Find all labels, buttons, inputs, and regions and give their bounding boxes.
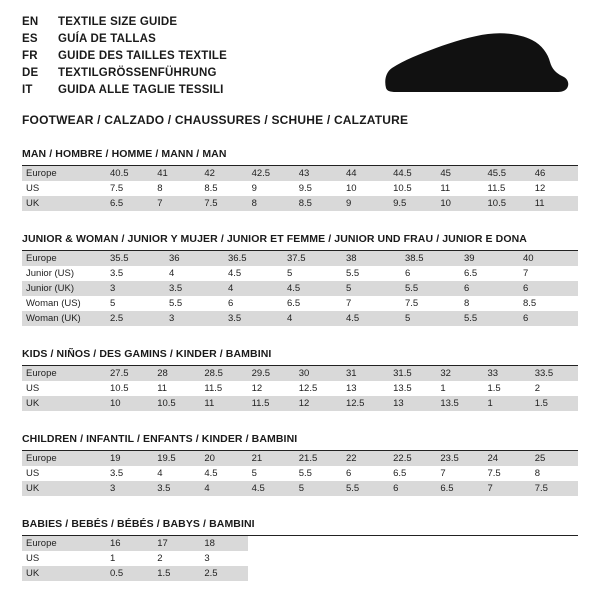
cell: 10: [436, 196, 483, 211]
row-label: UK: [22, 196, 106, 211]
cell-empty: [248, 551, 295, 566]
cell: 13.5: [436, 396, 483, 411]
cell: 2.5: [200, 566, 247, 581]
cell: 37.5: [283, 251, 342, 266]
size-group-babies: [22, 518, 578, 581]
cell: 4.5: [248, 481, 295, 496]
cell: 2: [531, 381, 578, 396]
header: [22, 14, 578, 127]
cell: 10.5: [389, 181, 436, 196]
language-title: GUIDE DES TAILLES TEXTILE: [58, 50, 227, 62]
cell-empty: [389, 566, 436, 581]
row-label: Woman (US): [22, 296, 106, 311]
table-row: [22, 466, 578, 481]
cell: 27.5: [106, 366, 153, 381]
cell: 44.5: [389, 166, 436, 181]
cell: 7.5: [484, 466, 531, 481]
cell: 11: [436, 181, 483, 196]
cell: 6: [519, 281, 578, 296]
group-title: CHILDREN / INFANTIL / ENFANTS / KINDER / BAMBINI: [22, 433, 578, 451]
cell: 5: [401, 311, 460, 326]
cell: 7.5: [106, 181, 153, 196]
size-group-man: [22, 148, 578, 211]
cell: 5.5: [295, 466, 342, 481]
cell: 3: [106, 481, 153, 496]
language-code: DE: [22, 67, 39, 79]
cell: 5.5: [342, 481, 389, 496]
cell: 5: [295, 481, 342, 496]
cell: 9.5: [389, 196, 436, 211]
cell: 6.5: [460, 266, 519, 281]
cell: 5.5: [342, 266, 401, 281]
cell: 0.5: [106, 566, 153, 581]
cell: 40.5: [106, 166, 153, 181]
section-title: FOOTWEAR / CALZADO / CHAUSSURES / SCHUHE / CALZATURE: [22, 113, 409, 127]
row-label: Europe: [22, 451, 106, 466]
cell: 6: [224, 296, 283, 311]
cell: 8: [531, 466, 578, 481]
table-row: [22, 481, 578, 496]
cell-empty: [531, 551, 578, 566]
cell: 13: [389, 396, 436, 411]
cell: 7: [484, 481, 531, 496]
cell: 3: [106, 281, 165, 296]
cell: 4: [224, 281, 283, 296]
cell: 1: [106, 551, 153, 566]
table-row: [22, 381, 578, 396]
cell: 8.5: [295, 196, 342, 211]
cell-empty: [436, 536, 483, 551]
cell: 6.5: [283, 296, 342, 311]
language-title: TEXTILGRÖSSENFÜHRUNG: [58, 67, 217, 79]
group-title: KIDS / NIÑOS / DES GAMINS / KINDER / BAMBINI: [22, 348, 578, 366]
cell: 8: [153, 181, 200, 196]
cell-empty: [436, 566, 483, 581]
language-code: EN: [22, 16, 39, 28]
row-label: Woman (UK): [22, 311, 106, 326]
cell: 24: [484, 451, 531, 466]
cell: 2.5: [106, 311, 165, 326]
cell: 5: [106, 296, 165, 311]
table-row: [22, 281, 578, 296]
cell: 7: [153, 196, 200, 211]
cell-empty: [248, 566, 295, 581]
cell: 36.5: [224, 251, 283, 266]
group-title: JUNIOR & WOMAN / JUNIOR Y MUJER / JUNIOR ET FEMME / JUNIOR UND FRAU / JUNIOR E DONA: [22, 233, 578, 251]
cell: 9: [248, 181, 295, 196]
size-table: [22, 251, 578, 326]
cell: 9.5: [295, 181, 342, 196]
cell: 4.5: [224, 266, 283, 281]
cell: 10.5: [106, 381, 153, 396]
cell: 13: [342, 381, 389, 396]
cell: 4.5: [200, 466, 247, 481]
cell: 19.5: [153, 451, 200, 466]
cell-empty: [389, 551, 436, 566]
cell: 7: [519, 266, 578, 281]
cell: 3.5: [106, 466, 153, 481]
cell: 28.5: [200, 366, 247, 381]
cell: 5: [283, 266, 342, 281]
cell-empty: [248, 536, 295, 551]
cell: 4.5: [283, 281, 342, 296]
cell: 42.5: [248, 166, 295, 181]
cell-empty: [484, 536, 531, 551]
cell: 5.5: [165, 296, 224, 311]
cell: 6.5: [436, 481, 483, 496]
row-label: Europe: [22, 166, 106, 181]
cell: 22: [342, 451, 389, 466]
row-label: US: [22, 381, 106, 396]
cell: 5: [342, 281, 401, 296]
cell: 4: [283, 311, 342, 326]
size-table: [22, 166, 578, 211]
language-code: IT: [22, 84, 33, 96]
size-table: [22, 451, 578, 496]
cell: 12: [248, 381, 295, 396]
row-label: US: [22, 181, 106, 196]
cell: 20: [200, 451, 247, 466]
cell: 3: [165, 311, 224, 326]
cell-empty: [295, 551, 342, 566]
cell: 11.5: [248, 396, 295, 411]
table-row: [22, 166, 578, 181]
cell: 6: [342, 466, 389, 481]
table-row: [22, 536, 578, 551]
size-table: [22, 366, 578, 411]
size-group-kids: [22, 348, 578, 411]
language-title: TEXTILE SIZE GUIDE: [58, 16, 178, 28]
cell: 17: [153, 536, 200, 551]
cell: 6: [389, 481, 436, 496]
cell: 6: [460, 281, 519, 296]
row-label: Junior (US): [22, 266, 106, 281]
group-title: BABIES / BEBÉS / BÉBÉS / BABYS / BAMBINI: [22, 518, 578, 536]
cell: 1.5: [153, 566, 200, 581]
cell: 7: [342, 296, 401, 311]
cell: 4: [165, 266, 224, 281]
cell: 44: [342, 166, 389, 181]
cell: 7.5: [200, 196, 247, 211]
cell: 43: [295, 166, 342, 181]
table-row: [22, 551, 578, 566]
cell-empty: [436, 551, 483, 566]
cell: 1: [484, 396, 531, 411]
cell: 21: [248, 451, 295, 466]
table-row: [22, 196, 578, 211]
cell-empty: [342, 536, 389, 551]
table-row: [22, 311, 578, 326]
cell: 3.5: [153, 481, 200, 496]
table-row: [22, 296, 578, 311]
cell: 10: [106, 396, 153, 411]
cell: 40: [519, 251, 578, 266]
cell: 7: [436, 466, 483, 481]
size-table: [22, 536, 578, 581]
cell-empty: [295, 536, 342, 551]
cell: 5: [248, 466, 295, 481]
group-title: MAN / HOMBRE / HOMME / MANN / MAN: [22, 148, 578, 166]
cell-empty: [295, 566, 342, 581]
cell: 8: [460, 296, 519, 311]
size-group-junior-woman: [22, 233, 578, 326]
cell: 41: [153, 166, 200, 181]
cell: 10.5: [484, 196, 531, 211]
row-label: US: [22, 551, 106, 566]
cell: 38: [342, 251, 401, 266]
cell: 31: [342, 366, 389, 381]
cell: 6.5: [106, 196, 153, 211]
cell: 1.5: [531, 396, 578, 411]
cell: 4: [153, 466, 200, 481]
cell: 22.5: [389, 451, 436, 466]
cell: 6.5: [389, 466, 436, 481]
cell-empty: [484, 566, 531, 581]
cell: 45: [436, 166, 483, 181]
cell: 11: [531, 196, 578, 211]
cell: 36: [165, 251, 224, 266]
cell: 5.5: [401, 281, 460, 296]
cell: 19: [106, 451, 153, 466]
cell: 6: [519, 311, 578, 326]
cell: 6: [401, 266, 460, 281]
row-label: UK: [22, 566, 106, 581]
cell: 2: [153, 551, 200, 566]
cell: 4: [200, 481, 247, 496]
cell: 23.5: [436, 451, 483, 466]
row-label: Europe: [22, 251, 106, 266]
cell: 28: [153, 366, 200, 381]
cell-empty: [342, 551, 389, 566]
cell: 12.5: [295, 381, 342, 396]
cell: 38.5: [401, 251, 460, 266]
row-label: UK: [22, 481, 106, 496]
cell: 3.5: [165, 281, 224, 296]
cell: 3.5: [106, 266, 165, 281]
table-row: [22, 566, 578, 581]
cell: 4.5: [342, 311, 401, 326]
cell: 5.5: [460, 311, 519, 326]
cell-empty: [389, 536, 436, 551]
cell: 21.5: [295, 451, 342, 466]
cell: 45.5: [484, 166, 531, 181]
cell: 7.5: [531, 481, 578, 496]
cell: 13.5: [389, 381, 436, 396]
language-title: GUÍA DE TALLAS: [58, 33, 156, 45]
cell: 1: [436, 381, 483, 396]
dress-shoe-icon: [380, 28, 570, 102]
cell: 12: [531, 181, 578, 196]
cell-empty: [531, 536, 578, 551]
cell: 33: [484, 366, 531, 381]
cell: 31.5: [389, 366, 436, 381]
cell: 12.5: [342, 396, 389, 411]
table-row: [22, 181, 578, 196]
cell: 30: [295, 366, 342, 381]
table-row: [22, 396, 578, 411]
cell: 11: [153, 381, 200, 396]
language-code: FR: [22, 50, 38, 62]
row-label: Europe: [22, 536, 106, 551]
cell: 11.5: [484, 181, 531, 196]
language-code: ES: [22, 33, 38, 45]
row-label: Europe: [22, 366, 106, 381]
cell: 18: [200, 536, 247, 551]
cell: 8: [248, 196, 295, 211]
cell: 8.5: [200, 181, 247, 196]
cell: 35.5: [106, 251, 165, 266]
cell-empty: [484, 551, 531, 566]
cell: 11.5: [200, 381, 247, 396]
cell: 9: [342, 196, 389, 211]
cell: 3: [200, 551, 247, 566]
row-label: UK: [22, 396, 106, 411]
cell: 46: [531, 166, 578, 181]
cell: 10: [342, 181, 389, 196]
cell: 3.5: [224, 311, 283, 326]
table-row: [22, 266, 578, 281]
cell: 25: [531, 451, 578, 466]
table-row: [22, 251, 578, 266]
cell: 33.5: [531, 366, 578, 381]
cell: 10.5: [153, 396, 200, 411]
table-row: [22, 366, 578, 381]
cell: 1.5: [484, 381, 531, 396]
cell: 29.5: [248, 366, 295, 381]
cell: 11: [200, 396, 247, 411]
size-group-children: [22, 433, 578, 496]
table-row: [22, 451, 578, 466]
cell: 32: [436, 366, 483, 381]
row-label: Junior (UK): [22, 281, 106, 296]
language-title: GUIDA ALLE TAGLIE TESSILI: [58, 84, 224, 96]
cell: 16: [106, 536, 153, 551]
cell: 7.5: [401, 296, 460, 311]
row-label: US: [22, 466, 106, 481]
cell: 12: [295, 396, 342, 411]
cell-empty: [342, 566, 389, 581]
cell: 39: [460, 251, 519, 266]
cell-empty: [531, 566, 578, 581]
cell: 42: [200, 166, 247, 181]
cell: 8.5: [519, 296, 578, 311]
